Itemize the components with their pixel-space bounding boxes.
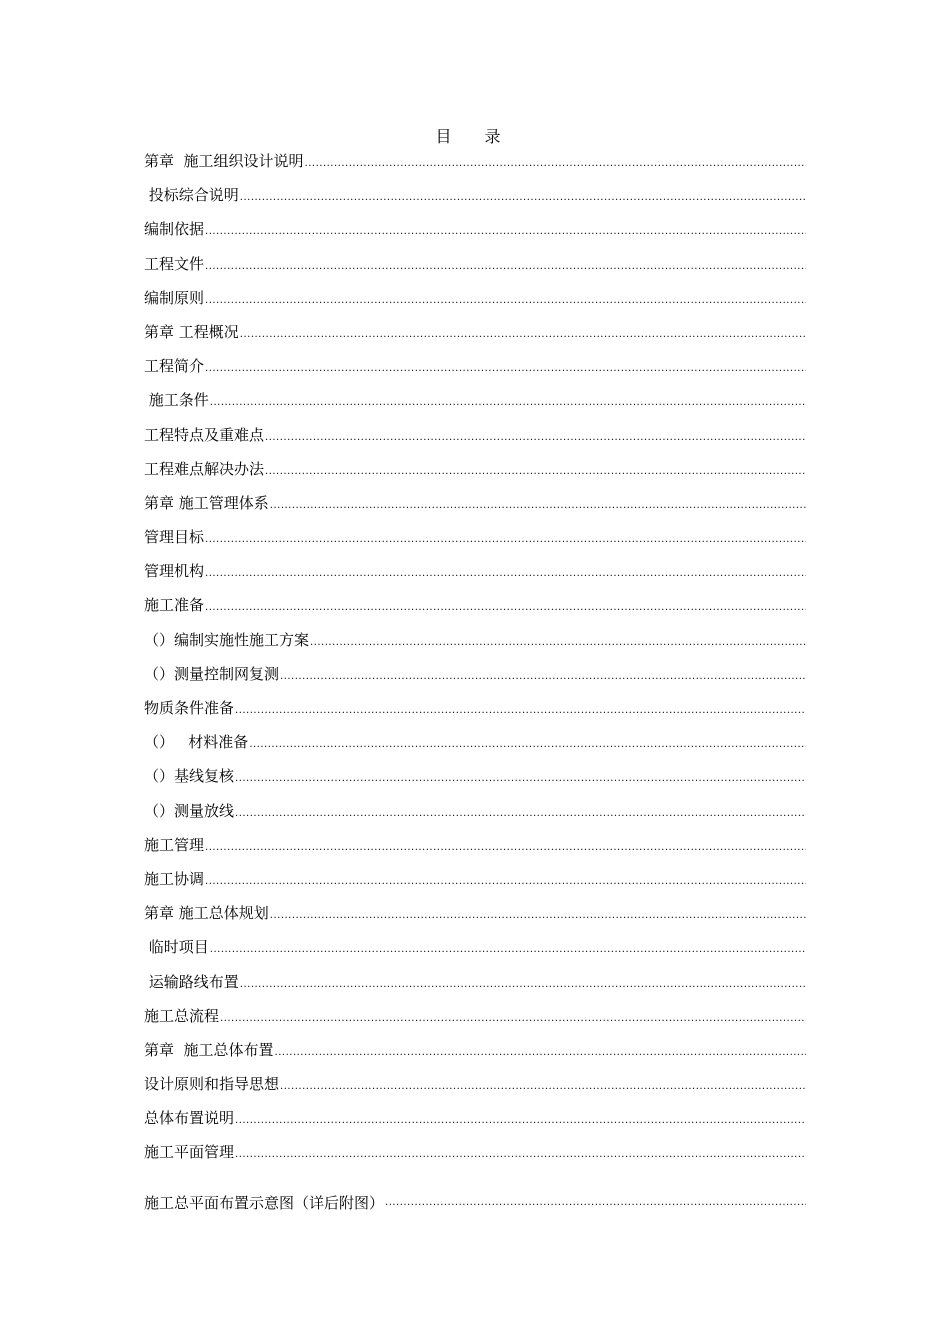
toc-entry-text: 工程文件: [144, 254, 205, 273]
toc-entry[interactable]: [144, 971, 806, 1005]
toc-entry-text: 工程特点及重难点: [144, 425, 265, 444]
toc-entry-text: 施工条件: [144, 391, 209, 410]
toc-dot-leader: [210, 392, 806, 414]
toc-dot-leader: [205, 563, 806, 585]
toc-entry-text: 编制依据: [144, 220, 205, 239]
toc-entry[interactable]: [144, 150, 806, 184]
toc-dot-leader: [265, 461, 806, 483]
toc-entry[interactable]: [144, 355, 806, 389]
toc-entry[interactable]: [144, 902, 806, 936]
toc-entry-text: 工程难点解决办法: [144, 459, 265, 478]
toc-entry-text: 编制原则: [144, 288, 205, 307]
toc-entry-text: （）测量放线: [144, 801, 235, 820]
toc-entry[interactable]: [144, 765, 806, 799]
toc-entry[interactable]: [144, 731, 806, 765]
toc-entry-text: （）基线复核: [144, 767, 235, 786]
toc-entry[interactable]: [144, 526, 806, 560]
toc-entry[interactable]: [144, 218, 806, 252]
toc-entry-text: 施工管理: [144, 835, 205, 854]
toc-entry-text: 第章 施工总体规划: [144, 904, 269, 923]
toc-dot-leader: [270, 495, 806, 517]
toc-entry-text: 工程简介: [144, 357, 205, 376]
toc-dot-leader: [235, 1144, 806, 1166]
toc-dot-leader: [205, 221, 806, 243]
toc-dot-leader: [205, 597, 806, 619]
toc-dot-leader: [205, 529, 806, 551]
toc-entry-text: （）编制实施性施工方案: [144, 630, 310, 649]
toc-entry-text: 第章 施工管理体系: [144, 493, 269, 512]
toc-entry-text: 管理目标: [144, 528, 205, 547]
toc-entry-text: 物质条件准备: [144, 699, 235, 717]
toc-dot-leader: [210, 939, 806, 961]
toc-dot-leader: [305, 153, 806, 175]
toc-entry[interactable]: [144, 389, 806, 423]
toc-entry[interactable]: [144, 1107, 806, 1141]
toc-entry-text: 施工平面管理: [144, 1143, 235, 1162]
toc-dot-leader: [270, 905, 806, 927]
toc-entry[interactable]: [144, 1176, 806, 1214]
toc-dot-leader: [205, 256, 806, 278]
toc-entry-text: 临时项目: [144, 938, 209, 957]
toc-entry-text: 施工总平面布置示意图（详后附图）: [144, 1193, 385, 1212]
toc-entry-text: 运输路线布置: [144, 972, 239, 991]
toc-entry[interactable]: [144, 629, 806, 663]
toc-dot-leader: [240, 187, 806, 209]
toc-entry[interactable]: [144, 936, 806, 970]
toc-entry-text: 管理机构: [144, 562, 205, 581]
toc-dot-leader: [205, 837, 806, 859]
toc-entry[interactable]: [144, 663, 806, 697]
toc-entry-text: 第章 施工总体布置: [144, 1040, 274, 1059]
toc-dot-leader: [220, 1008, 806, 1030]
toc-entry[interactable]: [144, 321, 806, 355]
toc-entry[interactable]: [144, 834, 806, 868]
toc-entry[interactable]: [144, 424, 806, 458]
toc-entry[interactable]: [144, 800, 806, 834]
toc-entry[interactable]: [144, 253, 806, 287]
toc-list: [144, 150, 806, 1214]
toc-entry[interactable]: [144, 184, 806, 218]
toc-dot-leader: [265, 427, 806, 449]
toc-entry[interactable]: [144, 458, 806, 492]
toc-entry[interactable]: [144, 594, 806, 628]
toc-dot-leader: [280, 666, 806, 688]
toc-entry[interactable]: [144, 1141, 806, 1175]
toc-entry[interactable]: [144, 1005, 806, 1039]
toc-entry[interactable]: [144, 1073, 806, 1107]
toc-dot-leader: [205, 358, 806, 380]
toc-entry-text: 施工协调: [144, 869, 205, 888]
toc-dot-leader: [235, 803, 806, 825]
toc-entry-text: 施工准备: [144, 596, 205, 615]
toc-dot-leader: [240, 974, 806, 996]
toc-entry[interactable]: [144, 697, 806, 731]
toc-dot-leader: [235, 700, 806, 722]
toc-entry[interactable]: [144, 868, 806, 902]
toc-entry[interactable]: [144, 1039, 806, 1073]
toc-entry[interactable]: [144, 287, 806, 321]
toc-entry-text: 投标综合说明: [144, 186, 239, 205]
toc-entry-text: 施工总流程: [144, 1006, 220, 1025]
toc-dot-leader: [205, 871, 806, 893]
toc-dot-leader: [235, 768, 806, 790]
toc-entry-text: （） 材料准备: [144, 733, 249, 752]
toc-entry[interactable]: [144, 492, 806, 526]
toc-entry-text: 第章 工程概况: [144, 322, 239, 341]
toc-dot-leader: [310, 632, 806, 654]
toc-dot-leader: [280, 1076, 806, 1098]
toc-dot-leader: [235, 1110, 806, 1132]
toc-dot-leader: [275, 1042, 806, 1064]
toc-dot-leader: [385, 1192, 806, 1214]
toc-entry[interactable]: [144, 560, 806, 594]
toc-dot-leader: [249, 734, 806, 756]
toc-title: 目 录: [435, 127, 515, 146]
toc-entry-text: 总体布置说明: [144, 1109, 235, 1128]
toc-dot-leader: [240, 324, 806, 346]
toc-entry-text: （）测量控制网复测: [144, 664, 280, 683]
toc-dot-leader: [205, 290, 806, 312]
toc-entry-text: 第章 施工组织设计说明: [144, 152, 304, 170]
toc-entry-text: 设计原则和指导思想: [144, 1075, 280, 1094]
